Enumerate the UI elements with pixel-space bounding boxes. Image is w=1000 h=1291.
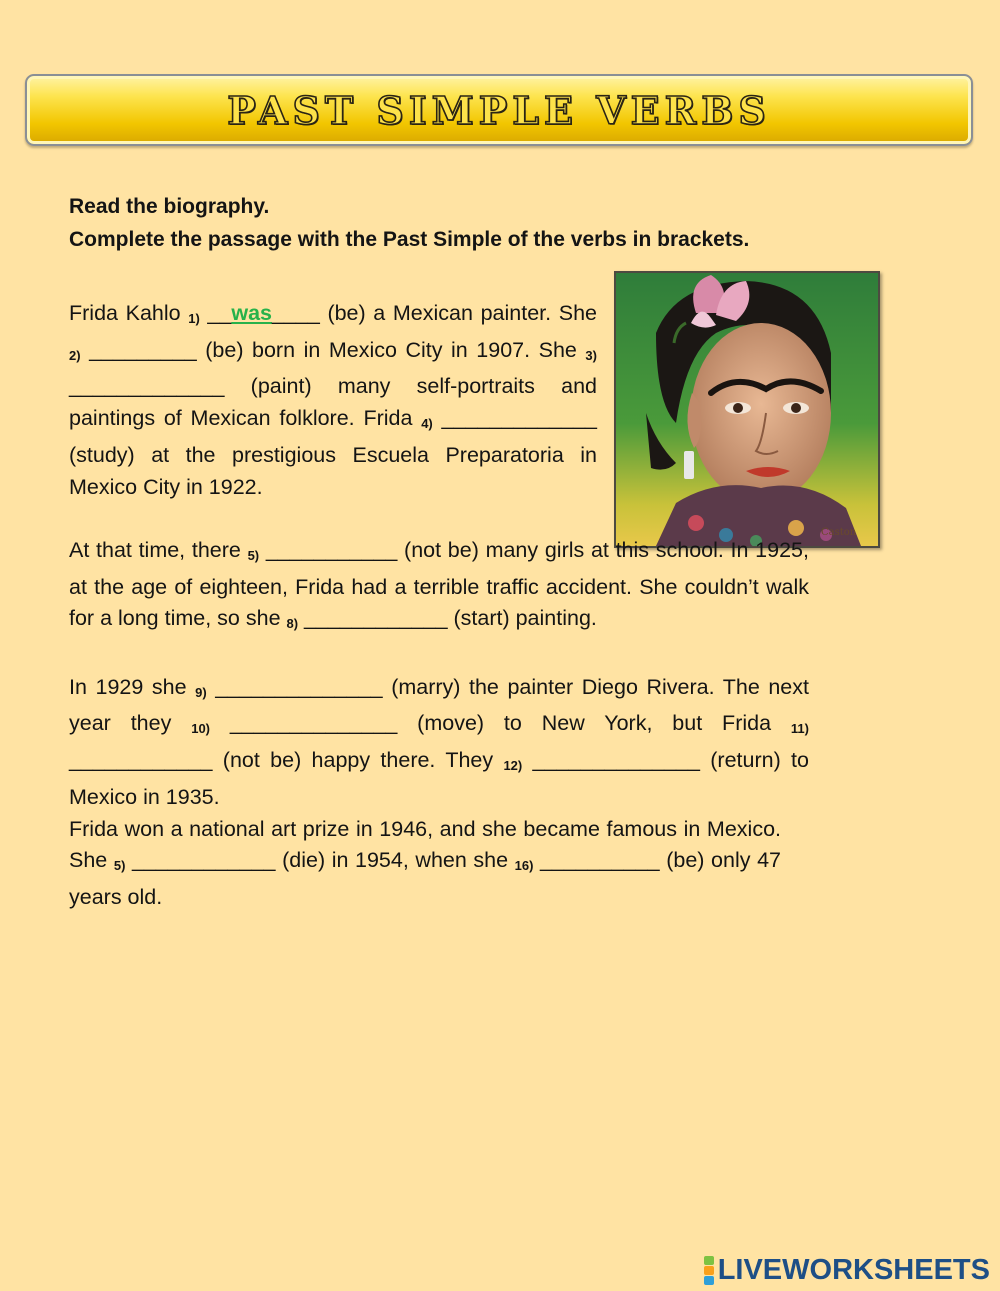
question-number: 2) [69, 347, 81, 363]
question-number: 1) [188, 311, 200, 326]
question-number: 5) [113, 858, 126, 874]
instructions [69, 190, 929, 256]
answer-1-input[interactable]: was [231, 301, 272, 325]
text: She [558, 301, 598, 325]
question-number: 10) [191, 721, 211, 737]
liveworksheets-logo[interactable] [704, 1254, 990, 1287]
text: __ [199, 301, 232, 325]
brand-name: LIVEWORKSHEETS [717, 1254, 990, 1286]
answer-11-input[interactable]: ____________ (not be) happy there. They [69, 748, 504, 773]
text: girls at this school. In 1925, at the age of eighteen, Frida had a terrible traffic accident. She couldn’t walk for a long time, so she [69, 537, 809, 631]
paragraph-3 [69, 672, 809, 814]
answer-9-input[interactable]: ______________ (marry) the painter Diego Rivera. The next year they [69, 674, 809, 736]
answer-10-input[interactable]: ______________ (move) to New York, but Frida [210, 711, 791, 736]
paragraph-2 [69, 535, 809, 640]
text: She [538, 337, 586, 362]
question-number: 4) [421, 416, 433, 432]
answer-15-input[interactable]: ____________ (die) in 1954, when she [125, 848, 515, 873]
page-title: PAST SIMPLE VERBS [227, 87, 771, 133]
question-number: 11) [790, 721, 809, 737]
question-number: 8) [286, 616, 299, 632]
text: Frida Kahlo [69, 301, 189, 325]
passage [69, 298, 809, 914]
text: Frida won a national art prize in 1946, and she became famous in Mexico. She [69, 816, 781, 873]
question-number: 3) [585, 347, 597, 363]
answer-4-input[interactable]: _____________ (study) at the prestigious Escuela Preparatoria in Mexico City in 1922. [69, 406, 597, 499]
question-number: 12) [503, 758, 523, 774]
question-number: 16) [514, 858, 534, 874]
answer-5-input[interactable]: ___________ (not be) many [259, 537, 539, 562]
instruction-complete: Complete the passage with the Past Simple of the verbs in brackets. [69, 228, 750, 251]
paragraph-4 [69, 814, 781, 914]
question-number: 9) [195, 684, 207, 700]
paragraph-1 [69, 298, 597, 503]
question-number: 5) [247, 547, 260, 563]
answer-12-input[interactable]: ______________ (return) to Mexico in 1935. [69, 748, 809, 809]
text: ____ (be) a Mexican painter. [271, 301, 552, 325]
answer-16-input[interactable]: __________ (be) only 47 years old. [69, 848, 781, 909]
answer-3-input[interactable]: _____________ (paint) many self-portraits and paintings of Mexican folklore. [69, 374, 597, 431]
text: Frida [363, 406, 422, 431]
answer-8-input[interactable]: ____________ (start) painting. [298, 606, 597, 631]
signature: Caston [821, 527, 857, 538]
title-banner [25, 74, 973, 146]
text: At that time, there [69, 537, 248, 562]
text: In 1929 she [69, 674, 196, 699]
answer-2-input[interactable]: _________ (be) born in Mexico City in 1907. [80, 337, 531, 362]
instruction-read: Read the biography. [69, 195, 270, 218]
liveworksheets-logo-icon [704, 1256, 714, 1285]
